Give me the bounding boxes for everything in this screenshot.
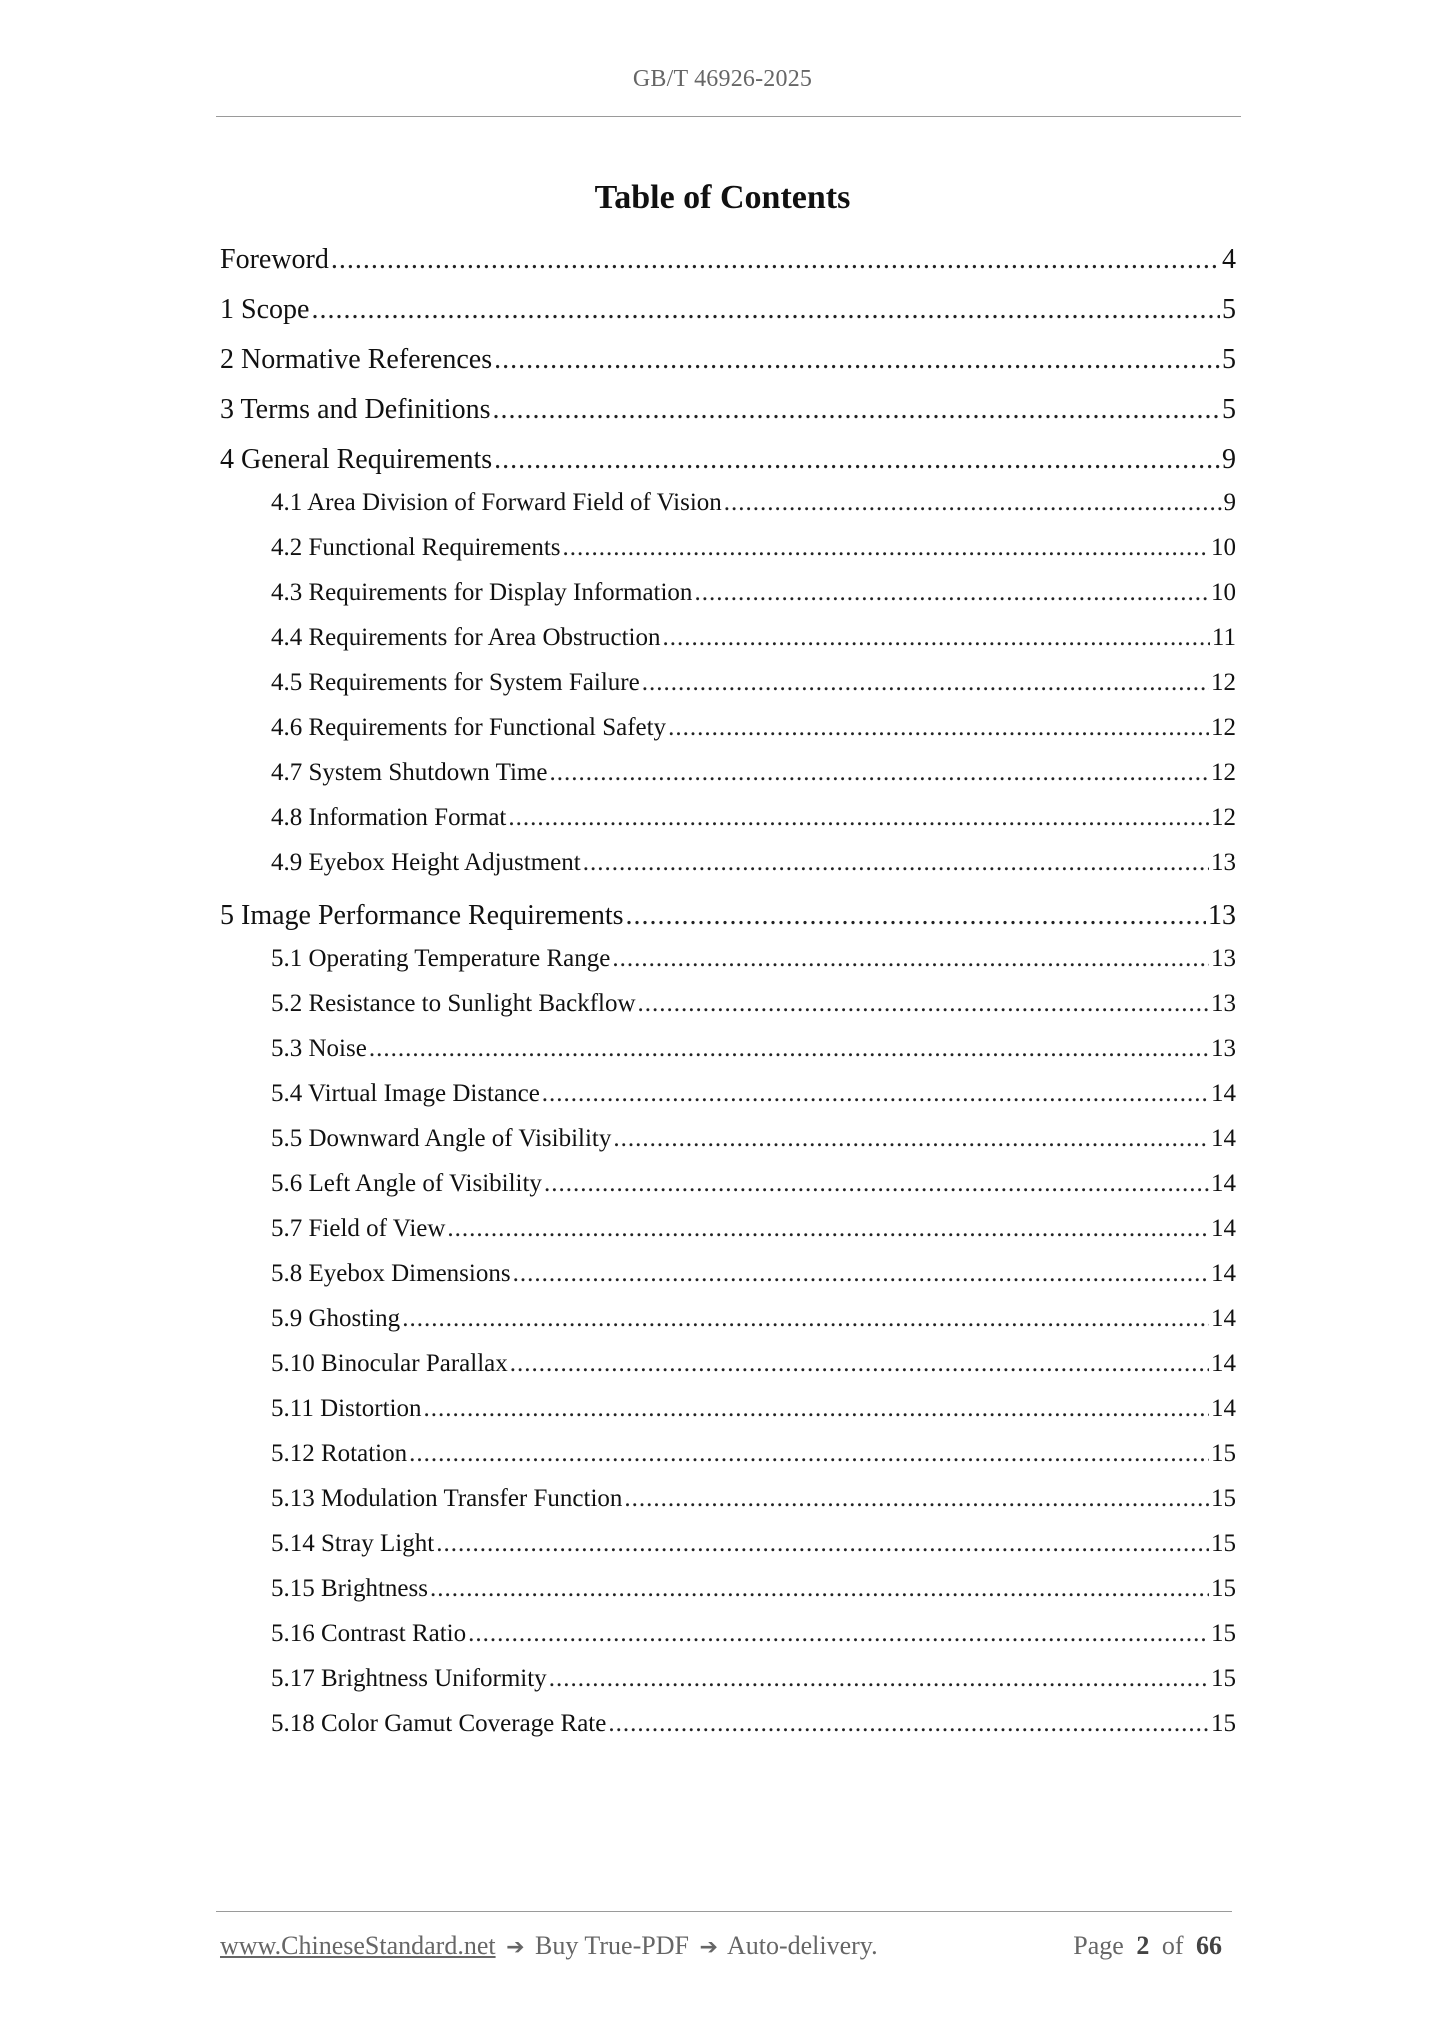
- toc-entry-section[interactable]: [271, 1126, 1236, 1151]
- toc-entry-section[interactable]: [271, 1711, 1236, 1736]
- toc-entry-label: 5.1 Operating Temperature Range: [271, 945, 611, 972]
- toc-entry-section[interactable]: [271, 1036, 1236, 1061]
- header-divider: [216, 116, 1241, 117]
- toc-entry-page-number: 13: [1211, 1035, 1236, 1062]
- toc-dot-leader: [513, 1261, 1209, 1286]
- toc-entry-page-number: 13: [1211, 849, 1236, 876]
- toc-dot-leader: [549, 1666, 1209, 1691]
- toc-entry-label: 5.2 Resistance to Sunlight Backflow: [271, 990, 636, 1017]
- toc-entry-label: 5.10 Binocular Parallax: [271, 1350, 508, 1377]
- page-indicator: [1073, 1931, 1228, 1961]
- toc-entry-label: 5.18 Color Gamut Coverage Rate: [271, 1710, 607, 1737]
- of-word: of: [1161, 1931, 1184, 1960]
- toc-entry-section[interactable]: [271, 715, 1236, 740]
- footer-promo: [220, 1931, 878, 1961]
- toc-entry-page-number: 15: [1211, 1710, 1236, 1737]
- toc-entry-page-number: 12: [1211, 804, 1236, 831]
- toc-entry-label: 5.14 Stray Light: [271, 1530, 435, 1557]
- document-code-header: GB/T 46926-2025: [632, 66, 813, 92]
- toc-entry-section[interactable]: [271, 946, 1236, 971]
- toc-dot-leader: [492, 396, 1220, 424]
- toc-entry-chapter[interactable]: [220, 902, 1236, 930]
- toc-entry-page-number: 15: [1211, 1620, 1236, 1647]
- toc-dot-leader: [724, 490, 1222, 515]
- toc-entry-page-number: 14: [1211, 1125, 1236, 1152]
- toc-entry-page-number: 11: [1211, 624, 1236, 651]
- page-word: Page: [1073, 1931, 1124, 1960]
- toc-entry-page-number: 14: [1211, 1215, 1236, 1242]
- toc-entry-section[interactable]: [271, 760, 1236, 785]
- toc-entry-chapter[interactable]: [220, 346, 1236, 374]
- toc-entry-label: 4.6 Requirements for Functional Safety: [271, 714, 667, 741]
- toc-entry-page-number: 12: [1211, 759, 1236, 786]
- toc-entry-page-number: 15: [1211, 1530, 1236, 1557]
- toc-entry-label: 4.4 Requirements for Area Obstruction: [271, 624, 661, 651]
- toc-entry-section[interactable]: [271, 805, 1236, 830]
- toc-entry-section[interactable]: [271, 1351, 1236, 1376]
- toc-entry-page-number: 9: [1223, 489, 1236, 516]
- toc-dot-leader: [638, 991, 1209, 1016]
- toc-entry-page-number: 5: [1222, 344, 1236, 375]
- toc-entry-page-number: 5: [1222, 294, 1236, 325]
- arrow-right-icon: ➔: [699, 1935, 718, 1960]
- toc-dot-leader: [369, 1036, 1209, 1061]
- toc-entry-section[interactable]: [271, 625, 1236, 650]
- toc-heading: Table of Contents: [594, 179, 851, 216]
- toc-entry-label: Foreword: [220, 244, 329, 275]
- toc-entry-page-number: 14: [1211, 1260, 1236, 1287]
- toc-dot-leader: [430, 1576, 1209, 1601]
- toc-entry-label: 5.5 Downward Angle of Visibility: [271, 1125, 612, 1152]
- delivery-text: Auto-delivery.: [726, 1931, 878, 1960]
- toc-entry-section[interactable]: [271, 1486, 1236, 1511]
- toc-dot-leader: [694, 580, 1209, 605]
- toc-entry-label: 5.4 Virtual Image Distance: [271, 1080, 540, 1107]
- toc-entry-chapter[interactable]: [220, 446, 1236, 474]
- toc-entry-section[interactable]: [271, 1261, 1236, 1286]
- toc-entry-page-number: 5: [1222, 394, 1236, 425]
- toc-entry-chapter[interactable]: [220, 246, 1236, 274]
- toc-entry-section[interactable]: [271, 850, 1236, 875]
- total-pages: 66: [1196, 1931, 1222, 1960]
- toc-entry-label: 5.16 Contrast Ratio: [271, 1620, 467, 1647]
- toc-dot-leader: [494, 346, 1220, 374]
- toc-entry-section[interactable]: [271, 1396, 1236, 1421]
- toc-entry-label: 5.17 Brightness Uniformity: [271, 1665, 547, 1692]
- toc-entry-label: 5 Image Performance Requirements: [220, 900, 624, 931]
- toc-dot-leader: [510, 1351, 1209, 1376]
- toc-entry-label: 4.7 System Shutdown Time: [271, 759, 548, 786]
- toc-entry-label: 5.11 Distortion: [271, 1395, 422, 1422]
- toc-entry-page-number: 15: [1211, 1485, 1236, 1512]
- current-page-number: 2: [1136, 1931, 1150, 1960]
- toc-entry-label: 5.9 Ghosting: [271, 1305, 401, 1332]
- toc-entry-page-number: 14: [1211, 1395, 1236, 1422]
- toc-entry-section[interactable]: [271, 580, 1236, 605]
- toc-dot-leader: [508, 805, 1209, 830]
- toc-entry-page-number: 13: [1211, 945, 1236, 972]
- site-link[interactable]: www.ChineseStandard.net: [220, 1931, 496, 1960]
- toc-dot-leader: [402, 1306, 1209, 1331]
- toc-dot-leader: [436, 1531, 1209, 1556]
- toc-entry-page-number: 15: [1211, 1665, 1236, 1692]
- toc-dot-leader: [549, 760, 1209, 785]
- toc-entry-page-number: 9: [1222, 444, 1236, 475]
- toc-entry-section[interactable]: [271, 991, 1236, 1016]
- toc-dot-leader: [624, 1486, 1209, 1511]
- toc-dot-leader: [542, 1081, 1209, 1106]
- toc-entry-label: 4.2 Functional Requirements: [271, 534, 561, 561]
- toc-entry-page-number: 14: [1211, 1170, 1236, 1197]
- toc-entry-section[interactable]: [271, 1171, 1236, 1196]
- toc-entry-label: 5.8 Eyebox Dimensions: [271, 1260, 511, 1287]
- toc-dot-leader: [642, 670, 1209, 695]
- toc-entry-page-number: 15: [1211, 1440, 1236, 1467]
- toc-entry-page-number: 15: [1211, 1575, 1236, 1602]
- arrow-right-icon: ➔: [506, 1935, 525, 1960]
- toc-dot-leader: [563, 535, 1209, 560]
- toc-dot-leader: [494, 446, 1220, 474]
- toc-entry-label: 5.12 Rotation: [271, 1440, 408, 1467]
- toc-entry-page-number: 10: [1211, 534, 1236, 561]
- toc-entry-page-number: 13: [1211, 990, 1236, 1017]
- toc-entry-page-number: 14: [1211, 1350, 1236, 1377]
- toc-entry-label: 5.7 Field of View: [271, 1215, 446, 1242]
- toc-entry-section[interactable]: [271, 1216, 1236, 1241]
- toc-entry-page-number: 4: [1222, 244, 1236, 275]
- toc-entry-label: 4.5 Requirements for System Failure: [271, 669, 640, 696]
- toc-dot-leader: [468, 1621, 1209, 1646]
- toc-dot-leader: [583, 850, 1209, 875]
- toc-entry-label: 2 Normative References: [220, 344, 493, 375]
- toc-entry-section[interactable]: [271, 1531, 1236, 1556]
- toc-entry-section[interactable]: [271, 535, 1236, 560]
- toc-entry-section[interactable]: [271, 1081, 1236, 1106]
- toc-dot-leader: [663, 625, 1210, 650]
- footer-divider: [216, 1911, 1232, 1912]
- toc-dot-leader: [447, 1216, 1209, 1241]
- toc-dot-leader: [544, 1171, 1209, 1196]
- toc-entry-label: 5.15 Brightness: [271, 1575, 428, 1602]
- toc-dot-leader: [612, 946, 1209, 971]
- toc-entry-section[interactable]: [271, 1441, 1236, 1466]
- toc-dot-leader: [331, 246, 1220, 274]
- toc-entry-page-number: 14: [1211, 1080, 1236, 1107]
- toc-entry-label: 4.1 Area Division of Forward Field of Vision: [271, 489, 722, 516]
- toc-entry-page-number: 12: [1211, 714, 1236, 741]
- toc-entry-label: 4.9 Eyebox Height Adjustment: [271, 849, 581, 876]
- toc-entry-section[interactable]: [271, 1306, 1236, 1331]
- toc-dot-leader: [668, 715, 1209, 740]
- toc-dot-leader: [311, 296, 1220, 324]
- toc-entry-section[interactable]: [271, 1621, 1236, 1646]
- toc-entry-section[interactable]: [271, 1666, 1236, 1691]
- toc-entry-label: 4.8 Information Format: [271, 804, 507, 831]
- toc-dot-leader: [626, 902, 1206, 930]
- toc-entry-page-number: 12: [1211, 669, 1236, 696]
- toc-entry-label: 5.6 Left Angle of Visibility: [271, 1170, 542, 1197]
- toc-entry-section[interactable]: [271, 1576, 1236, 1601]
- toc-dot-leader: [409, 1441, 1209, 1466]
- toc-entry-page-number: 13: [1208, 900, 1236, 931]
- toc-entry-page-number: 14: [1211, 1305, 1236, 1332]
- toc-entry-label: 3 Terms and Definitions: [220, 394, 491, 425]
- toc-entry-page-number: 10: [1211, 579, 1236, 606]
- toc-dot-leader: [423, 1396, 1209, 1421]
- toc-entry-section[interactable]: [271, 670, 1236, 695]
- toc-entry-label: 4.3 Requirements for Display Information: [271, 579, 693, 606]
- buy-pdf-text: Buy True-PDF: [535, 1931, 689, 1960]
- toc-entry-label: 5.13 Modulation Transfer Function: [271, 1485, 623, 1512]
- toc-entry-label: 5.3 Noise: [271, 1035, 367, 1062]
- toc-entry-label: 1 Scope: [220, 294, 310, 325]
- toc-entry-chapter[interactable]: [220, 396, 1236, 424]
- toc-entry-label: 4 General Requirements: [220, 444, 493, 475]
- toc-dot-leader: [608, 1711, 1209, 1736]
- toc-entry-section[interactable]: [271, 490, 1236, 515]
- toc-dot-leader: [613, 1126, 1209, 1151]
- toc-entry-chapter[interactable]: [220, 296, 1236, 324]
